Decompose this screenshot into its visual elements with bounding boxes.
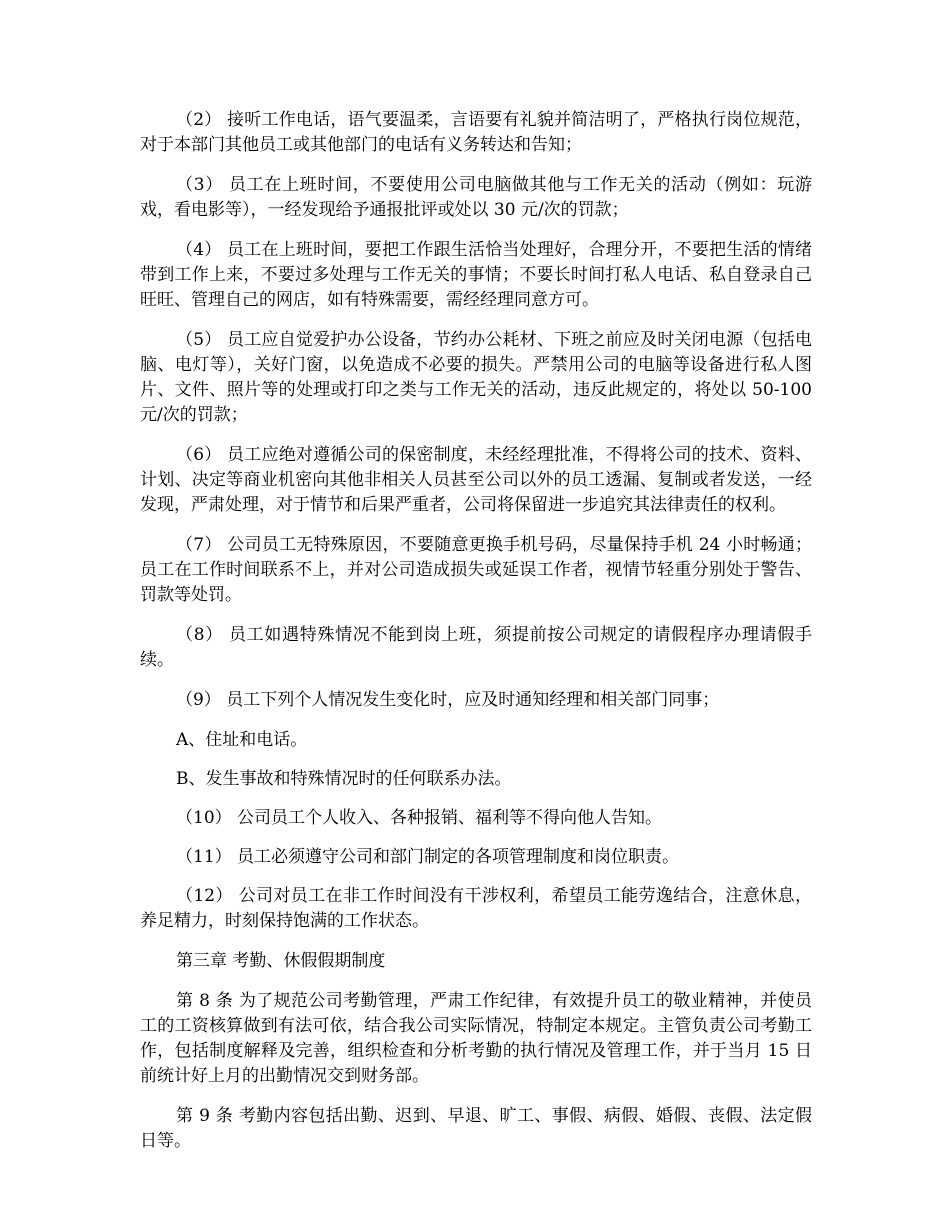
rule-5-paragraph: （5） 员工应自觉爱护办公设备，节约办公耗材、下班之前应及时关闭电源（包括电脑、电灯等），关好门窗，以免造成不必要的损失。严禁用公司的电脑等设备进行私人图片、文件、照片等的处理或打印之类与工作无关的活动，违反此规定的，将处以 50-100 元/次的罚款； <box>140 330 812 425</box>
article-8-paragraph: 第 8 条 为了规范公司考勤管理，严肃工作纪律，有效提升员工的敬业精神，并使员工的工资核算做到有法可依，结合我公司实际情况，特制定本规定。主管负责公司考勤工作，包括制度解释及完善，组织检查和分析考勤的执行情况及管理工作，并于当月 15 日前统计好上月的出勤情况交到财务部。 <box>140 991 812 1086</box>
rule-10-paragraph: （10） 公司员工个人收入、各种报销、福利等不得向他人告知。 <box>176 808 663 828</box>
rule-12-paragraph: （12） 公司对员工在非工作时间没有干涉权利，希望员工能劳逸结合，注意休息，养足精力，时刻保持饱满的工作状态。 <box>140 886 812 931</box>
rule-2-paragraph: （2） 接听工作电话，语气要温柔，言语要有礼貌并简洁明了，严格执行岗位规范，对于本部门其他员工或其他部门的电话有义务转达和告知； <box>140 110 812 155</box>
rule-4-paragraph: （4） 员工在上班时间，要把工作跟生活恰当处理好，合理分开，不要把生活的情绪带到工作上来，不要过多处理与工作无关的事情；不要长时间打私人电话、私自登录自己旺旺、管理自己的网店，如有特殊需要，需经经理同意方可。 <box>140 240 812 310</box>
list-item-b: B、发生事故和特殊情况时的任何联系办法。 <box>176 769 512 789</box>
document-body <box>140 108 812 1169</box>
rule-9-paragraph: （9） 员工下列个人情况发生变化时，应及时通知经理和相关部门同事； <box>176 690 720 710</box>
chapter-3-heading: 第三章 考勤、休假假期制度 <box>176 951 386 971</box>
rule-7-paragraph: （7） 公司员工无特殊原因，不要随意更换手机号码，尽量保持手机 24 小时畅通；员工在工作时间联系不上，并对公司造成损失或延误工作者，视情节轻重分别处于警告、罚款等处罚。 <box>140 535 812 605</box>
rule-11-paragraph: （11） 员工必须遵守公司和部门制定的各项管理制度和岗位职责。 <box>176 847 680 867</box>
rule-6-paragraph: （6） 员工应绝对遵循公司的保密制度，未经经理批准，不得将公司的技术、资料、计划、决定等商业机密向其他非相关人员甚至公司以外的员工透漏、复制或者发送，一经发现，严肃处理，对于情节和后果严重者，公司将保留进一步追究其法律责任的权利。 <box>140 445 812 515</box>
article-9-paragraph: 第 9 条 考勤内容包括出勤、迟到、早退、旷工、事假、病假、婚假、丧假、法定假日等。 <box>140 1106 812 1151</box>
rule-8-paragraph: （8） 员工如遇特殊情况不能到岗上班，须提前按公司规定的请假程序办理请假手续。 <box>140 625 812 670</box>
list-item-a: A、住址和电话。 <box>176 730 308 750</box>
rule-3-paragraph: （3） 员工在上班时间，不要使用公司电脑做其他与工作无关的活动（例如：玩游戏，看电影等），一经发现给予通报批评或处以 30 元/次的罚款； <box>140 175 812 220</box>
